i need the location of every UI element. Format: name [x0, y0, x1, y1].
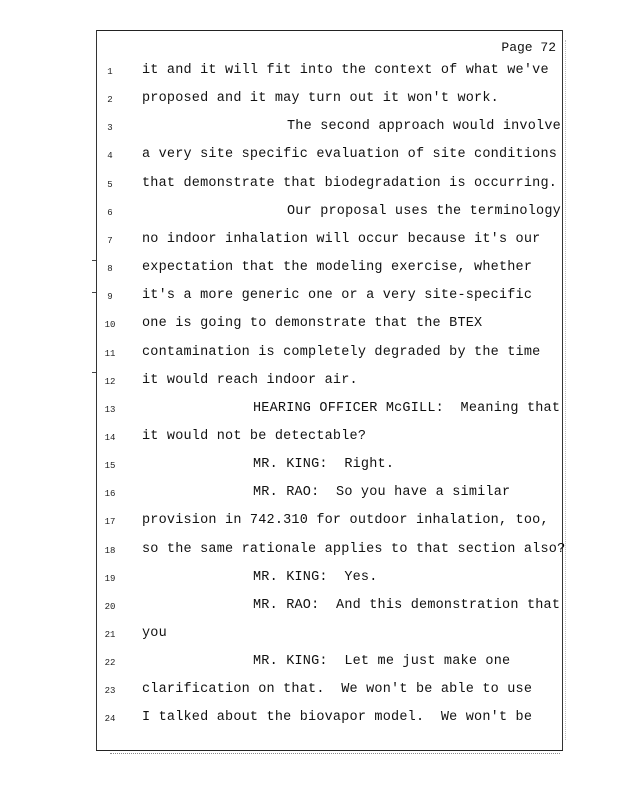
- transcript-line: [0, 147, 618, 167]
- line-text: MR. KING: Let me just make one: [253, 654, 511, 670]
- line-text: HEARING OFFICER McGILL: Meaning that: [253, 400, 561, 416]
- transcript-line: [0, 542, 618, 562]
- line-number: 21: [104, 630, 116, 640]
- line-text: so the same rationale applies to that section also?: [142, 541, 566, 557]
- line-number: 22: [104, 658, 116, 669]
- line-text: that demonstrate that biodegradation is occurring.: [142, 175, 558, 191]
- line-number: 7: [107, 235, 113, 246]
- line-text: I talked about the biovapor model. We won't be: [142, 710, 533, 726]
- line-number: 6: [107, 207, 113, 218]
- transcript-line: [0, 204, 618, 224]
- transcript-line: [0, 176, 618, 196]
- line-text: it's a more generic one or a very site-specific: [142, 288, 533, 304]
- line-text: provision in 742.310 for outdoor inhalation, too,: [142, 513, 549, 529]
- line-number: 8: [107, 264, 113, 275]
- transcript-line: [0, 316, 618, 336]
- transcript-line: [0, 710, 618, 730]
- transcript-line: [0, 570, 618, 590]
- line-text: it would reach indoor air.: [142, 372, 358, 388]
- line-text: expectation that the modeling exercise, whether: [142, 260, 533, 276]
- line-number: 16: [104, 489, 116, 500]
- bottom-border: [96, 750, 563, 751]
- line-number: 15: [104, 461, 116, 472]
- line-number: 5: [107, 179, 113, 190]
- line-number: 12: [104, 376, 116, 387]
- line-text: MR. RAO: And this demonstration that: [253, 597, 561, 613]
- line-text: you: [142, 626, 167, 641]
- line-number: 24: [104, 714, 116, 725]
- transcript-line: [0, 119, 618, 139]
- transcript-line: [0, 485, 618, 505]
- line-text: proposed and it may turn out it won't work.: [142, 91, 499, 107]
- line-number: 17: [104, 517, 116, 528]
- line-number: 1: [107, 67, 113, 77]
- line-number: 19: [104, 573, 116, 584]
- line-text: MR. KING: Right.: [253, 457, 395, 473]
- transcript-line: [0, 429, 618, 449]
- line-text: a very site specific evaluation of site conditions: [142, 147, 558, 163]
- line-text: it would not be detectable?: [142, 428, 367, 444]
- margin-tick: [92, 292, 96, 293]
- line-text: clarification on that. We won't be able to use: [142, 682, 533, 698]
- transcript-line: [0, 598, 618, 618]
- line-text: Our proposal uses the terminology: [287, 203, 561, 219]
- line-number: 4: [107, 151, 113, 162]
- margin-tick: [92, 260, 96, 261]
- line-text: it and it will fit into the context of what we've: [142, 63, 549, 78]
- margin-tick: [92, 372, 96, 373]
- page-number: Page 72: [501, 40, 556, 55]
- transcript-line: [0, 345, 618, 365]
- top-border: [96, 30, 563, 31]
- line-number: 3: [107, 123, 113, 134]
- transcript-line: [0, 682, 618, 702]
- transcript-line: [0, 260, 618, 280]
- line-text: one is going to demonstrate that the BTEX: [142, 316, 483, 332]
- line-number: 10: [104, 320, 116, 331]
- transcript-line: [0, 457, 618, 477]
- transcript-line: [0, 373, 618, 393]
- transcript-line: [0, 63, 618, 83]
- line-text: The second approach would involve: [287, 119, 561, 135]
- line-number: 13: [104, 404, 116, 415]
- transcript-line: [0, 401, 618, 421]
- line-number: 18: [104, 545, 116, 556]
- transcript-line: [0, 232, 618, 252]
- line-text: no indoor inhalation will occur because it's our: [142, 231, 541, 247]
- line-number: 23: [104, 686, 116, 697]
- line-number: 2: [107, 95, 113, 106]
- line-text: MR. KING: Yes.: [253, 569, 378, 585]
- line-number: 20: [104, 601, 116, 612]
- line-number: 14: [104, 432, 116, 443]
- transcript-line: [0, 654, 618, 674]
- line-number: 11: [104, 348, 116, 359]
- line-number: 9: [107, 292, 113, 303]
- line-text: MR. RAO: So you have a similar: [253, 485, 511, 501]
- transcript-line: [0, 626, 618, 646]
- line-text: contamination is completely degraded by the time: [142, 344, 541, 360]
- footer-line: [110, 753, 560, 757]
- transcript-line: [0, 513, 618, 533]
- transcript-line: [0, 91, 618, 111]
